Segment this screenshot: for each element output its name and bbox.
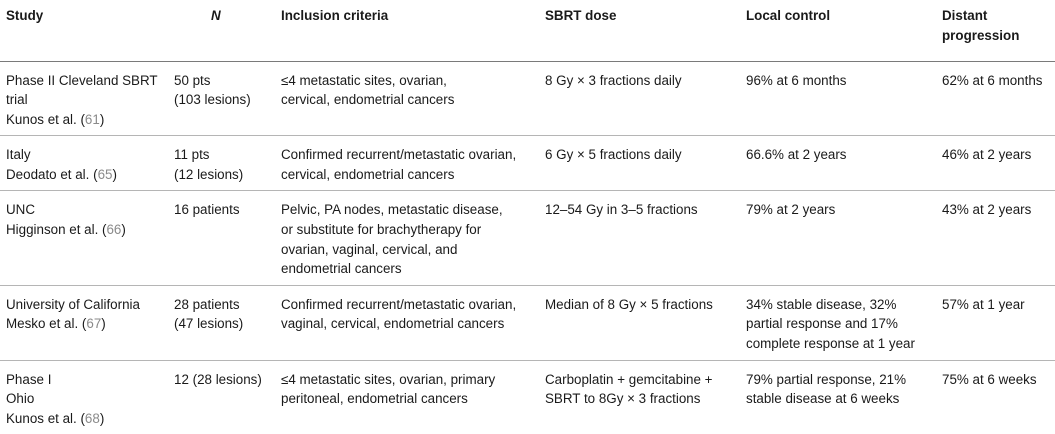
- study-cell: [0, 285, 168, 360]
- citation: [6, 220, 162, 240]
- local-control-cell: [740, 136, 936, 191]
- cell-line: 79% partial response, 21%: [746, 371, 907, 387]
- reference-link[interactable]: 61: [84, 111, 100, 127]
- citation: [6, 409, 162, 429]
- dose-cell: [539, 285, 740, 360]
- cell-line: vaginal, cervical, endometrial cancers: [281, 316, 505, 332]
- citation-author: Kunos et al. (: [6, 410, 85, 426]
- dose-cell: [539, 61, 740, 136]
- header-local-control: Local control: [746, 8, 831, 23]
- header-study: Study: [6, 8, 44, 23]
- n-cell: [168, 191, 275, 285]
- study-cell: [0, 191, 168, 285]
- cell-line: Italy: [6, 147, 31, 163]
- cell-line: 34% stable disease, 32%: [746, 296, 897, 312]
- citation: [6, 314, 162, 334]
- citation-close: ): [99, 410, 105, 426]
- cell-line: 96% at 6 months: [746, 72, 847, 88]
- cell-line: 28 patients: [174, 296, 240, 312]
- cell-line: 50 pts: [174, 72, 211, 88]
- cell-line: 75% at 6 weeks: [942, 371, 1037, 387]
- citation-author: Mesko et al. (: [6, 316, 87, 332]
- cell-line: 11 pts: [174, 147, 210, 163]
- cell-line: ovarian, vaginal, cervical, and: [281, 241, 458, 257]
- dose-cell: [539, 191, 740, 285]
- citation-author: Deodato et al. (: [6, 166, 98, 182]
- reference-link[interactable]: 67: [86, 316, 102, 332]
- reference-link[interactable]: 65: [97, 166, 113, 182]
- cell-line: Confirmed recurrent/metastatic ovarian,: [281, 147, 517, 163]
- local-control-cell: [740, 285, 936, 360]
- reference-link[interactable]: 66: [106, 222, 122, 238]
- cell-line: 12–54 Gy in 3–5 fractions: [545, 202, 698, 218]
- citation-close: ): [112, 166, 117, 182]
- cell-line: 66.6% at 2 years: [746, 147, 847, 163]
- n-cell: [168, 360, 275, 434]
- header-distant-progression: Distant progression: [942, 8, 1020, 43]
- cell-line: trial: [6, 92, 28, 108]
- inclusion-cell: [275, 360, 539, 434]
- cell-line: Median of 8 Gy × 5 fractions: [545, 296, 713, 312]
- n-cell: [168, 136, 275, 191]
- inclusion-cell: [275, 285, 539, 360]
- cell-line: endometrial cancers: [281, 261, 402, 277]
- cell-line: (12 lesions): [174, 166, 244, 182]
- cell-line: Phase II Cleveland SBRT: [6, 72, 158, 88]
- cell-line: (47 lesions): [174, 316, 244, 332]
- cell-line: complete response at 1 year: [746, 336, 915, 352]
- dose-cell: [539, 360, 740, 434]
- citation-author: Kunos et al. (: [6, 111, 85, 127]
- cell-line: Pelvic, PA nodes, metastatic disease,: [281, 202, 503, 218]
- cell-line: University of California: [6, 296, 140, 312]
- table-row: [0, 285, 1055, 360]
- header-row: [0, 0, 1055, 61]
- distant-progression-cell: [936, 61, 1055, 136]
- distant-progression-cell: [936, 285, 1055, 360]
- study-cell: [0, 136, 168, 191]
- header-n: N: [211, 8, 221, 23]
- cell-line: Confirmed recurrent/metastatic ovarian,: [281, 296, 517, 312]
- table-row: [0, 191, 1055, 285]
- local-control-cell: [740, 191, 936, 285]
- dose-cell: [539, 136, 740, 191]
- cell-line: 62% at 6 months: [942, 72, 1043, 88]
- citation-author: Higginson et al. (: [6, 222, 107, 238]
- citation-close: ): [121, 222, 126, 238]
- cell-line: 12 (28 lesions): [174, 371, 262, 387]
- cell-line: partial response and 17%: [746, 316, 898, 332]
- distant-progression-cell: [936, 191, 1055, 285]
- table-row: [0, 136, 1055, 191]
- n-cell: [168, 285, 275, 360]
- inclusion-cell: [275, 61, 539, 136]
- table-row: [0, 360, 1055, 434]
- cell-line: 57% at 1 year: [942, 296, 1025, 312]
- cell-line: 46% at 2 years: [942, 147, 1032, 163]
- cell-line: SBRT to 8Gy × 3 fractions: [545, 391, 701, 407]
- cell-line: 6 Gy × 5 fractions daily: [545, 147, 682, 163]
- citation-close: ): [101, 316, 106, 332]
- cell-line: 8 Gy × 3 fractions daily: [545, 72, 682, 88]
- cell-line: Carboplatin + gemcitabine +: [545, 371, 713, 387]
- table-row: [0, 61, 1055, 136]
- n-cell: [168, 61, 275, 136]
- inclusion-cell: [275, 136, 539, 191]
- study-cell: [0, 61, 168, 136]
- study-cell: [0, 360, 168, 434]
- cell-line: UNC: [6, 202, 36, 218]
- local-control-cell: [740, 61, 936, 136]
- header-dose: SBRT dose: [545, 8, 617, 23]
- cell-line: (103 lesions): [174, 92, 251, 108]
- cell-line: 79% at 2 years: [746, 202, 836, 218]
- cell-line: ≤4 metastatic sites, ovarian, primary: [281, 371, 496, 387]
- distant-progression-cell: [936, 136, 1055, 191]
- cell-line: peritoneal, endometrial cancers: [281, 391, 468, 407]
- citation: [6, 110, 162, 130]
- citation-close: ): [99, 111, 105, 127]
- cell-line: or substitute for brachytherapy for: [281, 222, 482, 238]
- cell-line: 16 patients: [174, 202, 240, 218]
- cell-line: Ohio: [6, 391, 35, 407]
- citation: [6, 165, 162, 185]
- reference-link[interactable]: 68: [84, 410, 100, 426]
- cell-line: ≤4 metastatic sites, ovarian,: [281, 72, 447, 88]
- cell-line: cervical, endometrial cancers: [281, 92, 455, 108]
- cell-line: Phase I: [6, 371, 52, 387]
- header-inclusion: Inclusion criteria: [281, 8, 389, 23]
- cell-line: stable disease at 6 weeks: [746, 391, 900, 407]
- distant-progression-cell: [936, 360, 1055, 434]
- inclusion-cell: [275, 191, 539, 285]
- cell-line: cervical, endometrial cancers: [281, 166, 455, 182]
- cell-line: 43% at 2 years: [942, 202, 1032, 218]
- local-control-cell: [740, 360, 936, 434]
